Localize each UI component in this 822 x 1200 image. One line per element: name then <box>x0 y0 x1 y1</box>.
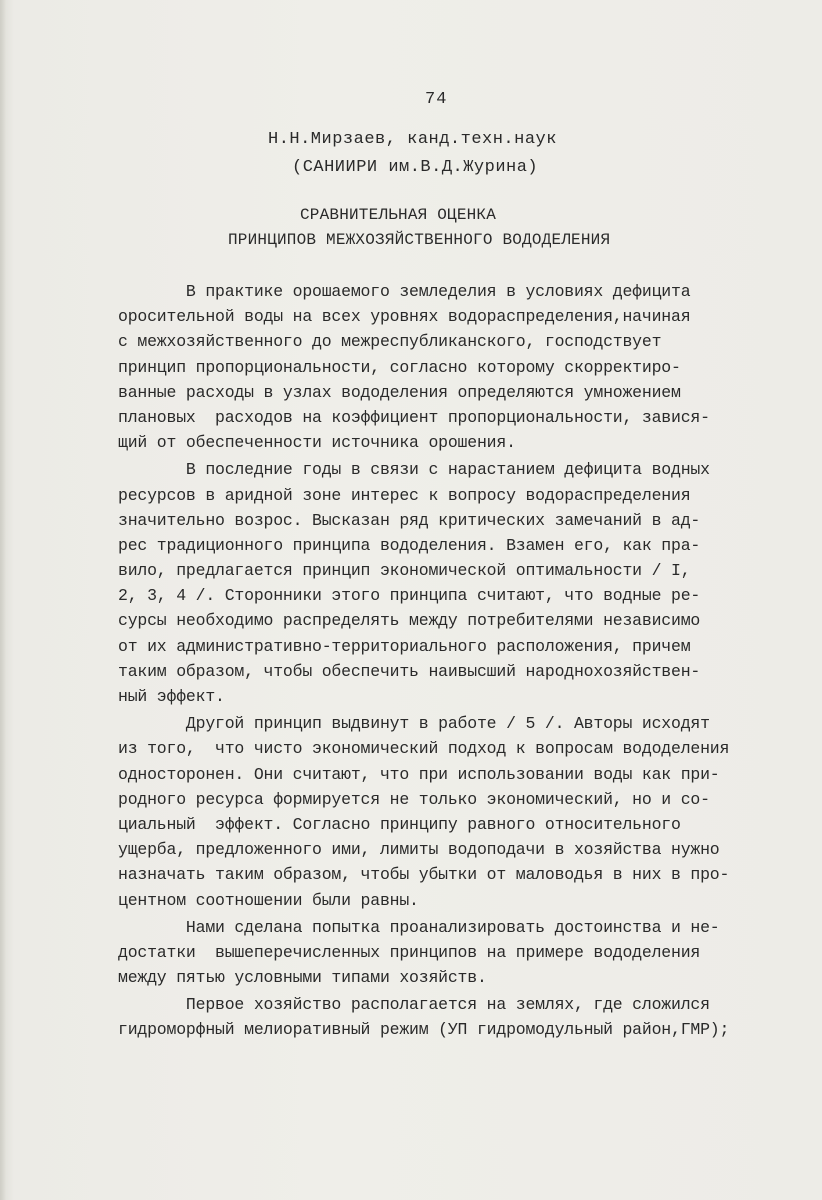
text-line: оросительной воды на всех уровнях водораспределения,начиная <box>118 307 691 327</box>
text-line: односторонен. Они считают, что при использовании воды как при- <box>118 764 720 784</box>
paragraph <box>118 915 768 991</box>
text-line: от их административно-территориального расположения, причем <box>118 636 691 656</box>
text-line: принцип пропорциональности, согласно которому скорректиро- <box>118 357 681 377</box>
page-edge-shadow <box>0 0 6 1200</box>
text-line: циальный эффект. Согласно принципу равного относительного <box>118 814 681 834</box>
text-line: значительно возрос. Высказан ряд критических замечаний в ад- <box>118 510 701 530</box>
text-line: Другой принцип выдвинут в работе / 5 /. Авторы исходят <box>118 714 710 734</box>
text-line: плановых расходов на коэффициент пропорциональности, завися- <box>118 407 710 427</box>
text-line: ресурсов в аридной зоне интерес к вопросу водораспределения <box>118 485 691 505</box>
text-line: между пятью условными типами хозяйств. <box>118 968 487 988</box>
author-line: Н.Н.Мирзаев, канд.техн.наук <box>268 130 557 149</box>
text-line: В последние годы в связи с нарастанием дефицита водных <box>118 460 710 480</box>
text-line: центном соотношении были равны. <box>118 890 419 910</box>
text-line: В практике орошаемого земледелия в условиях дефицита <box>118 282 691 301</box>
paragraph <box>118 711 768 913</box>
text-line: ный эффект. <box>118 687 225 706</box>
article-title-line-1: СРАВНИТЕЛЬНАЯ ОЦЕНКА <box>300 206 497 224</box>
text-line: сурсы необходимо распределять между потребителями независимо <box>118 611 701 631</box>
paragraph <box>118 992 768 1042</box>
text-line: рес традиционного принципа вододеления. Взамен его, как пра- <box>118 535 701 555</box>
affiliation-line: (САНИИРИ им.В.Д.Журина) <box>292 158 539 177</box>
page-number: 74 <box>425 90 448 109</box>
text-line: назначать таким образом, чтобы убытки от маловодья в них в про- <box>118 865 730 885</box>
text-line: щий от обеспеченности источника орошения. <box>118 433 516 453</box>
text-line: Первое хозяйство располагается на землях, где сложился <box>118 995 710 1015</box>
text-line: ванные расходы в узлах вододеления определяются умножением <box>118 382 681 402</box>
text-line: достатки вышеперечисленных принципов на примере вододеления <box>118 942 701 962</box>
paragraph <box>118 457 768 709</box>
text-line: ущерба, предложенного ими, лимиты водоподачи в хозяйства нужно <box>118 840 720 860</box>
text-line: вило, предлагается принцип экономической оптимальности / I, <box>118 561 691 581</box>
text-line: Нами сделана попытка проанализировать достоинства и не- <box>118 917 720 937</box>
text-line: с межхозяйственного до межреспубликанского, господствует <box>118 332 662 352</box>
text-line: из того, что чисто экономический подход к вопросам вододеления <box>118 739 730 759</box>
article-body <box>118 279 768 1043</box>
text-line: 2, 3, 4 /. Сторонники этого принципа считают, что водные ре- <box>118 586 701 606</box>
text-line: таким образом, чтобы обеспечить наивысший народнохозяйствен- <box>118 661 701 681</box>
text-line: родного ресурса формируется не только экономический, но и со- <box>118 789 710 809</box>
paragraph <box>118 279 768 455</box>
article-title-line-2: ПРИНЦИПОВ МЕЖХОЗЯЙСТВЕННОГО ВОДОДЕЛЕНИЯ <box>228 231 611 249</box>
text-line: гидроморфный мелиоративный режим (УП гидромодульный район,ГМР); <box>118 1020 730 1040</box>
